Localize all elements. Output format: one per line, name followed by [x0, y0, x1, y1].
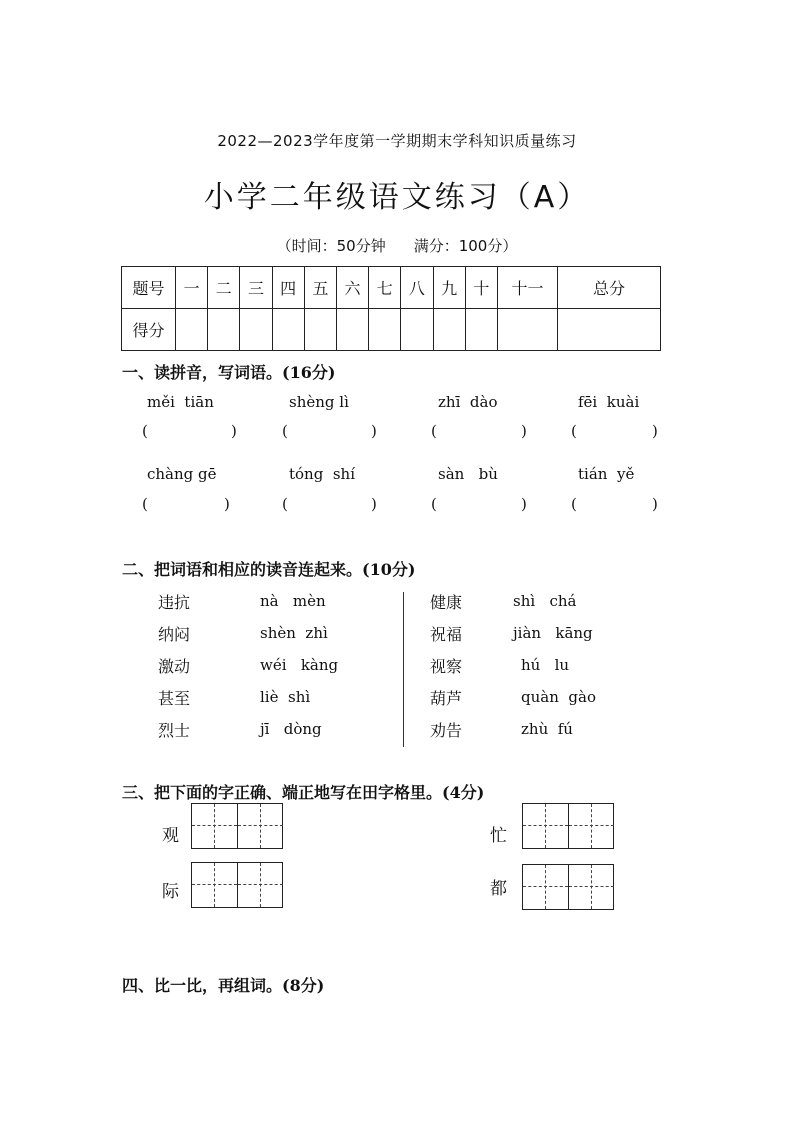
score-cell[interactable] [304, 309, 336, 351]
answer-paren-close: ) [652, 422, 658, 440]
column-header: 一 [176, 267, 208, 309]
score-cell[interactable] [465, 309, 497, 351]
match-pinyin: shì chá [513, 592, 577, 610]
match-pinyin: hú lu [521, 656, 570, 674]
answer-paren-close: ) [521, 422, 527, 440]
section-1-title: 一、读拼音，写词语。(16分) [122, 363, 336, 382]
column-header: 九 [433, 267, 465, 309]
match-word: 祝福 [430, 625, 463, 644]
answer-paren-open: ( [142, 495, 148, 513]
column-header: 六 [336, 267, 368, 309]
tian-grid-cell[interactable] [192, 804, 237, 848]
match-pinyin: jiàn kāng [513, 624, 593, 642]
score-table [121, 266, 661, 351]
score-cell[interactable] [208, 309, 240, 351]
score-cell[interactable] [176, 309, 208, 351]
practice-char: 际 [162, 882, 179, 902]
pinyin-prompt: sàn bù [438, 465, 498, 483]
match-word: 健康 [430, 593, 463, 612]
tian-grid[interactable] [191, 803, 283, 849]
answer-paren-close: ) [652, 495, 658, 513]
tian-grid[interactable] [191, 862, 283, 908]
tian-grid-cell[interactable] [192, 863, 237, 907]
tian-grid-cell[interactable] [237, 804, 283, 848]
practice-char: 观 [162, 826, 179, 846]
column-header: 四 [272, 267, 304, 309]
tian-grid-cell[interactable] [523, 804, 568, 848]
score-cell[interactable] [369, 309, 401, 351]
score-cell[interactable] [498, 309, 558, 351]
score-cell[interactable] [240, 309, 272, 351]
match-word: 激动 [158, 657, 191, 676]
match-word: 视察 [430, 657, 463, 676]
pinyin-prompt: zhī dào [438, 393, 498, 411]
match-word: 烈士 [158, 721, 191, 740]
score-cell[interactable] [336, 309, 368, 351]
answer-paren-open: ( [282, 422, 288, 440]
match-word: 违抗 [158, 593, 191, 612]
match-pinyin: wéi kàng [260, 656, 339, 674]
column-header: 八 [401, 267, 433, 309]
time-info [0, 235, 794, 256]
answer-paren-open: ( [142, 422, 148, 440]
match-pinyin: liè shì [260, 688, 311, 706]
answer-paren-close: ) [521, 495, 527, 513]
pinyin-prompt: shèng lì [289, 393, 349, 411]
tian-grid-cell[interactable] [237, 863, 283, 907]
exam-subtitle: 2022—2023学年度第一学期期末学科知识质量练习 [217, 132, 577, 150]
match-word: 葫芦 [430, 689, 463, 708]
column-header: 二 [208, 267, 240, 309]
answer-paren-close: ) [371, 422, 377, 440]
total-score-cell[interactable] [558, 309, 661, 351]
pinyin-prompt: fēi kuài [578, 393, 640, 411]
answer-paren-open: ( [431, 422, 437, 440]
score-cell[interactable] [272, 309, 304, 351]
pinyin-prompt: tóng shí [289, 465, 356, 483]
tian-grid-cell[interactable] [568, 804, 614, 848]
match-pinyin: zhù fú [521, 720, 573, 738]
tian-grid-cell[interactable] [523, 865, 568, 909]
section-3-title: 三、把下面的字正确、端正地写在田字格里。(4分) [122, 783, 485, 802]
match-pinyin: quàn gào [521, 688, 596, 706]
score-cell[interactable] [401, 309, 433, 351]
match-word: 甚至 [158, 689, 191, 708]
time-limit: （时间：50分钟 [276, 237, 386, 255]
answer-paren-open: ( [571, 495, 577, 513]
practice-char: 都 [490, 879, 507, 899]
answer-paren-open: ( [571, 422, 577, 440]
total-score-label: 总分 [558, 267, 661, 309]
pinyin-prompt: tián yě [578, 465, 635, 483]
column-header: 十一 [498, 267, 558, 309]
column-header: 三 [240, 267, 272, 309]
question-number-label: 题号 [122, 267, 176, 309]
match-word: 劝告 [430, 721, 463, 740]
exam-title: 小学二年级语文练习（A） [203, 180, 591, 215]
tian-grid[interactable] [522, 803, 614, 849]
answer-paren-close: ) [371, 495, 377, 513]
tian-grid[interactable] [522, 864, 614, 910]
column-header: 七 [369, 267, 401, 309]
pinyin-prompt: chàng gē [147, 465, 217, 483]
score-table-header-row [122, 267, 661, 309]
column-header: 十 [465, 267, 497, 309]
section-4-title: 四、比一比，再组词。(8分) [122, 976, 325, 995]
answer-paren-close: ) [231, 422, 237, 440]
answer-paren-close: ) [224, 495, 230, 513]
tian-grid-cell[interactable] [568, 865, 614, 909]
answer-paren-open: ( [431, 495, 437, 513]
score-cell[interactable] [433, 309, 465, 351]
section-2-title: 二、把词语和相应的读音连起来。(10分) [122, 560, 416, 579]
score-table-score-row [122, 309, 661, 351]
pinyin-prompt: měi tiān [147, 393, 214, 411]
answer-paren-open: ( [282, 495, 288, 513]
column-divider [403, 592, 404, 747]
match-word: 纳闷 [158, 625, 191, 644]
practice-char: 忙 [490, 826, 507, 846]
match-pinyin: shèn zhì [260, 624, 328, 642]
match-pinyin: jī dòng [260, 720, 322, 738]
full-score: 满分：100分） [413, 237, 518, 255]
column-header: 五 [304, 267, 336, 309]
score-row-label: 得分 [122, 309, 176, 351]
match-pinyin: nà mèn [260, 592, 326, 610]
